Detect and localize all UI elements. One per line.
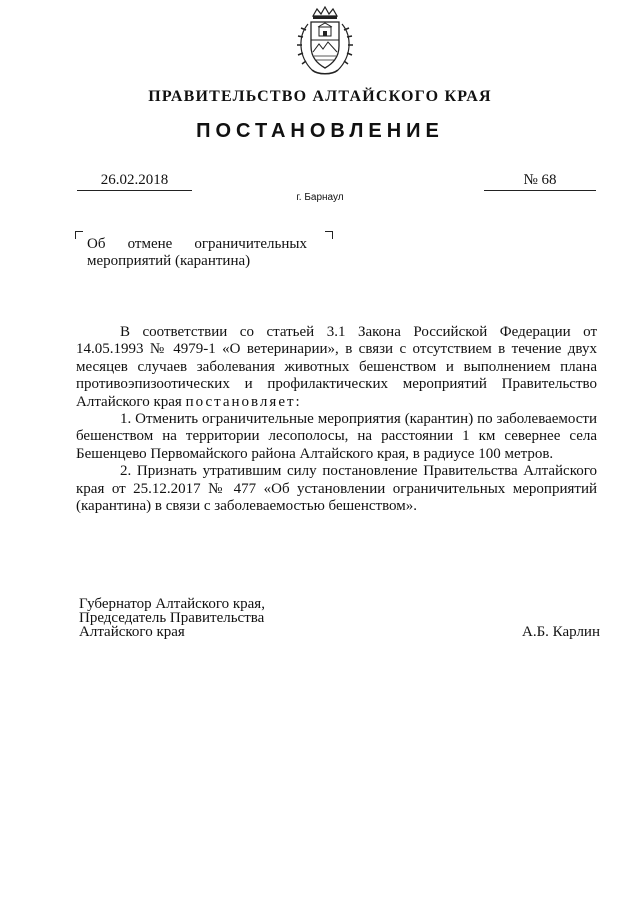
- document-body: [76, 324, 597, 515]
- body-item-1: 1. Отменить ограничительные мероприятия (карантин) по заболеваемости бешенством на территории лесополосы, на расстоянии 1 км севернее села Бешенцево Первомайского района Алтайского края, в радиусе 100 метров.: [76, 411, 597, 462]
- document-type-title: ПОСТАНОВЛЕНИЕ: [196, 120, 444, 142]
- issuing-authority: ПРАВИТЕЛЬСТВО АЛТАЙСКОГО КРАЯ: [148, 88, 492, 105]
- body-item-2: 2. Признать утратившим силу постановление Правительства Алтайского края от 25.12.2017 № 477 «Об установлении ограничительных мероприятий (карантина) в связи с заболеваемостью бешенством».: [76, 463, 597, 515]
- decree-word: постановляет:: [185, 393, 302, 410]
- signer-name: А.Б. Карлин: [521, 624, 600, 640]
- signer-title-line: Алтайского края: [79, 624, 185, 640]
- body-intro-paragraph: [76, 324, 597, 411]
- document-date: 26.02.2018: [77, 170, 192, 191]
- document-number: № 68: [484, 170, 596, 191]
- document-subject: [87, 236, 307, 270]
- body-intro-text: В соответствии со статьей 3.1 Закона Российской Федерации от 14.05.1993 № 4979-1 «О ветеринарии», в связи с отсутствием в течение двух месяцев случаев заболевания животных бешенством и выполнением плана противоэпизоотических и профилактических мероприятий Правительство Алтайского края: [76, 324, 597, 410]
- document-city: г. Барнаул: [296, 192, 344, 203]
- coat-of-arms-emblem-icon: [294, 6, 356, 78]
- subject-line: Об отмене ограничительных: [87, 236, 307, 252]
- subject-bracket-right: [325, 231, 333, 239]
- signer-title-line: Губернатор Алтайского края,: [79, 596, 265, 612]
- signer-title: [79, 597, 339, 639]
- subject-line: мероприятий (карантина): [87, 253, 251, 269]
- subject-bracket-left: [75, 231, 83, 239]
- signer-title-line: Председатель Правительства: [79, 610, 265, 626]
